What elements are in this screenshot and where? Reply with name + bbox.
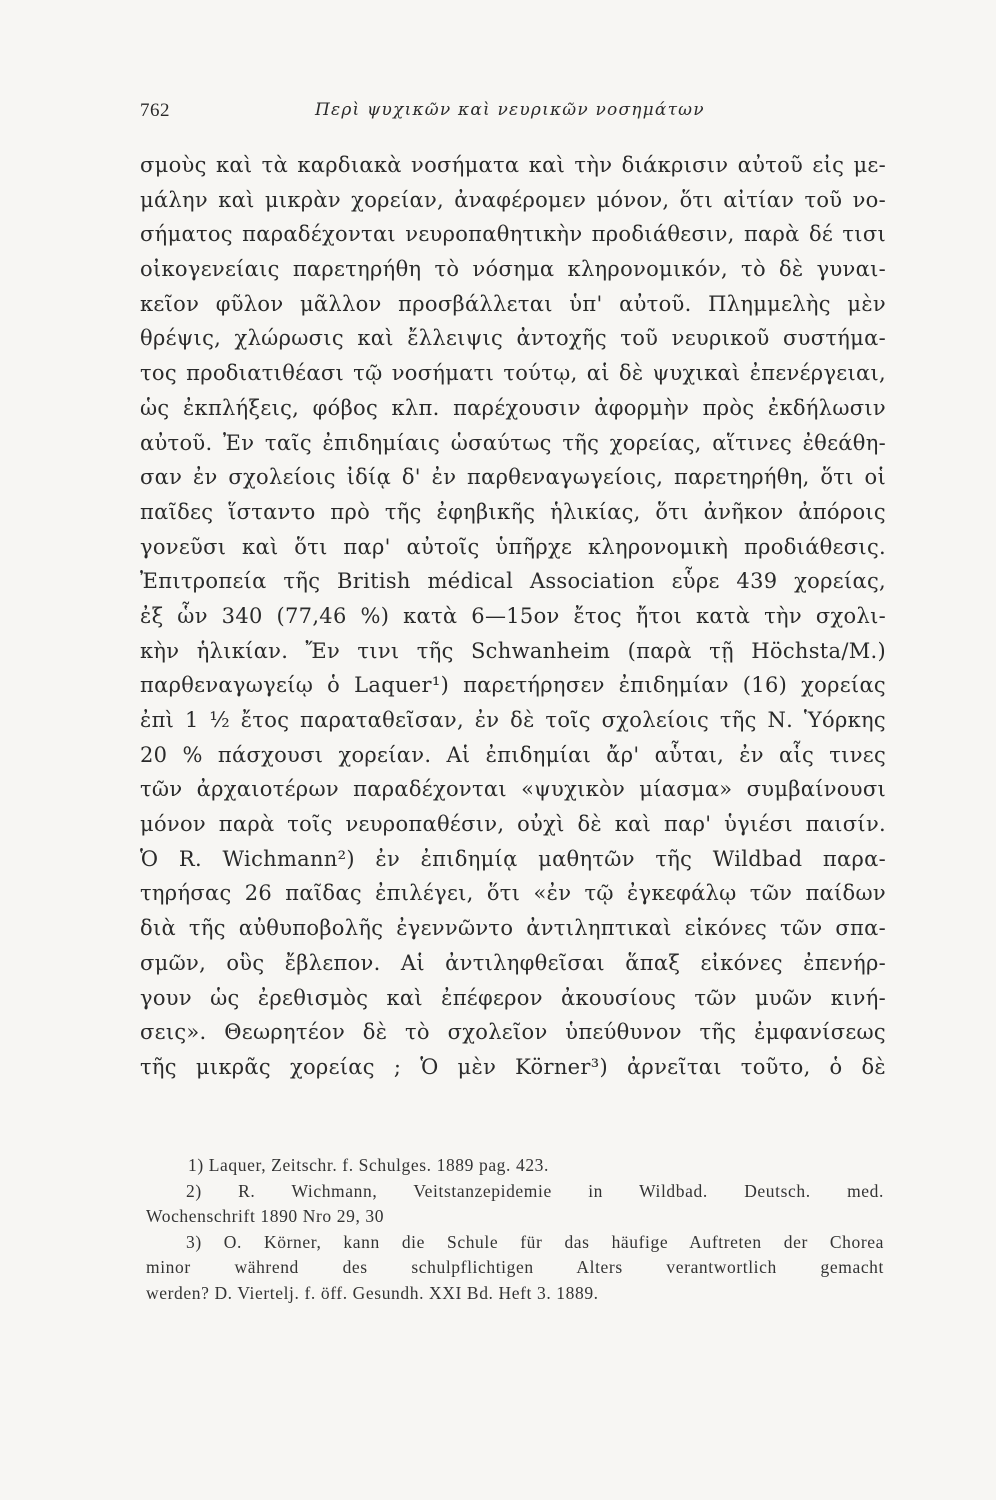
running-title: Περὶ ψυχικῶν καὶ νευρικῶν νοσημάτων [315,100,705,120]
text-line: μάλην καὶ μικρὰν χορείαν, ἀναφέρομεν μόνον, ὅτι αἰτίαν τοῦ νο- [140,187,886,212]
text-line: ἐπὶ 1 ½ ἔτος παραταθεῖσαν, ἐν δὲ τοῖς σχολείοις τῆς Ν. Ὑόρκης [140,708,886,732]
text-line: τος προδιατιθέασι τῷ νοσήματι τούτῳ, αἱ δὲ ψυχικαὶ ἐπενέργειαι, [140,361,886,386]
text-line: 20 % πάσχουσι χορείαν. Αἱ ἐπιδημίαι ἄρ' αὗται, ἐν αἷς τινες [140,742,886,767]
text-line: γονεῦσι καὶ ὅτι παρ' αὐτοῖς ὑπῆρχε κληρονομικὴ προδιάθεσις. [140,534,886,559]
page-header [140,100,880,130]
text-line: ἐξ ὧν 340 (77,46 %) κατὰ 6—15ον ἔτος ἤτοι κατὰ τὴν σχολι- [140,603,886,628]
page-number: 762 [140,100,170,121]
footnote-1: 1) Laquer, Zeitschr. f. Schulges. 1889 pag. 423. [188,1155,550,1175]
text-line: παῖδες ἵσταντο πρὸ τῆς ἐφηβικῆς ἡλικίας, ὅτι ἀνῆκον ἀπόροις [140,499,886,524]
text-line: οἰκογενείαις παρετηρήθη τὸ νόσημα κληρονομικόν, τὸ δὲ γυναι- [140,257,886,282]
footnote-2-continued: Wochenschrift 1890 Nro 29, 30 [146,1206,385,1227]
text-line: σαν ἐν σχολείοις ἰδίᾳ δ' ἐν παρθεναγωγείοις, παρετηρήθη, ὅτι οἱ [140,465,886,490]
text-line: θρέψις, χλώρωσις καὶ ἔλλειψις ἀντοχῆς τοῦ νευρικοῦ συστήμα- [140,326,886,351]
footnote-3-end: werden? D. Viertelj. f. öff. Gesundh. XXI Bd. Heft 3. 1889. [146,1282,599,1303]
text-line: ὡς ἐκπλήξεις, φόβος κλπ. παρέχουσιν ἀφορμὴν πρὸς ἐκδήλωσιν [140,395,886,420]
text-line: σμῶν, οὓς ἔβλεπον. Αἱ ἀντιληφθεῖσαι ἅπαξ εἰκόνες ἐπενήρ- [140,950,886,975]
body-text [140,148,886,1085]
text-line: παρθεναγωγείῳ ὁ Laquer¹) παρετήρησεν ἐπιδημίαν (16) χορείας [140,673,886,698]
text-line: κεῖον φῦλον μᾶλλον προσβάλλεται ὑπ' αὐτοῦ. Πλημμελὴς μὲν [140,291,886,316]
text-line: γουν ὡς ἐρεθισμὸς καὶ ἐπέφερον ἀκουσίους τῶν μυῶν κινή- [140,985,886,1010]
text-line: σμοὺς καὶ τὰ καρδιακὰ νοσήματα καὶ τὴν διάκρισιν αὐτοῦ εἰς με- [140,153,886,177]
text-line: μόνον παρὰ τοῖς νευροπαθέσιν, οὐχὶ δὲ καὶ παρ' ὑγιέσι παισίν. [140,812,886,837]
text-line: τῶν ἀρχαιοτέρων παραδέχονται «ψυχικὸν μίασμα» συμβαίνουσι [140,777,886,802]
text-line: σεις». Θεωρητέον δὲ τὸ σχολεῖον ὑπεύθυνον τῆς ἐμφανίσεως [140,1020,886,1045]
footnote-3-continued: minor während des schulpflichtigen Alters verantwortlich gemacht [146,1257,884,1278]
text-line: κὴν ἡλικίαν. Ἔν τινι τῆς Schwanheim (παρὰ τῇ Höchsta/M.) [140,638,886,663]
text-line: Ἐπιτροπεία τῆς British médical Association εὗρε 439 χορείας, [140,569,886,594]
text-line: αὐτοῦ. Ἐν ταῖς ἐπιδημίαις ὡσαύτως τῆς χορείας, αἵτινες ἐθεάθη- [140,430,886,455]
text-line: διὰ τῆς αὐθυποβολῆς ἐγεννῶντο ἀντιληπτικαὶ εἰκόνες τῶν σπα- [140,916,886,941]
text-line: Ὁ R. Wichmann²) ἐν ἐπιδημίᾳ μαθητῶν τῆς Wildbad παρα- [140,846,886,871]
text-line: τῆς μικρᾶς χορείας ; Ὁ μὲν Körner³) ἀρνεῖται τοῦτο, ὁ δὲ [140,1054,886,1079]
text-line: σήματος παραδέχονται νευροπαθητικὴν προδιάθεσιν, παρὰ δέ τισι [140,222,886,247]
footnotes [146,1153,884,1307]
footnote-2: 2) R. Wichmann, Veitstanzepidemie in Wildbad. Deutsch. med. [186,1180,884,1201]
footnote-3: 3) O. Körner, kann die Schule für das häufige Auftreten der Chorea [186,1231,884,1252]
text-line: τηρήσας 26 παῖδας ἐπιλέγει, ὅτι «ἐν τῷ ἐγκεφάλῳ τῶν παίδων [140,881,886,906]
